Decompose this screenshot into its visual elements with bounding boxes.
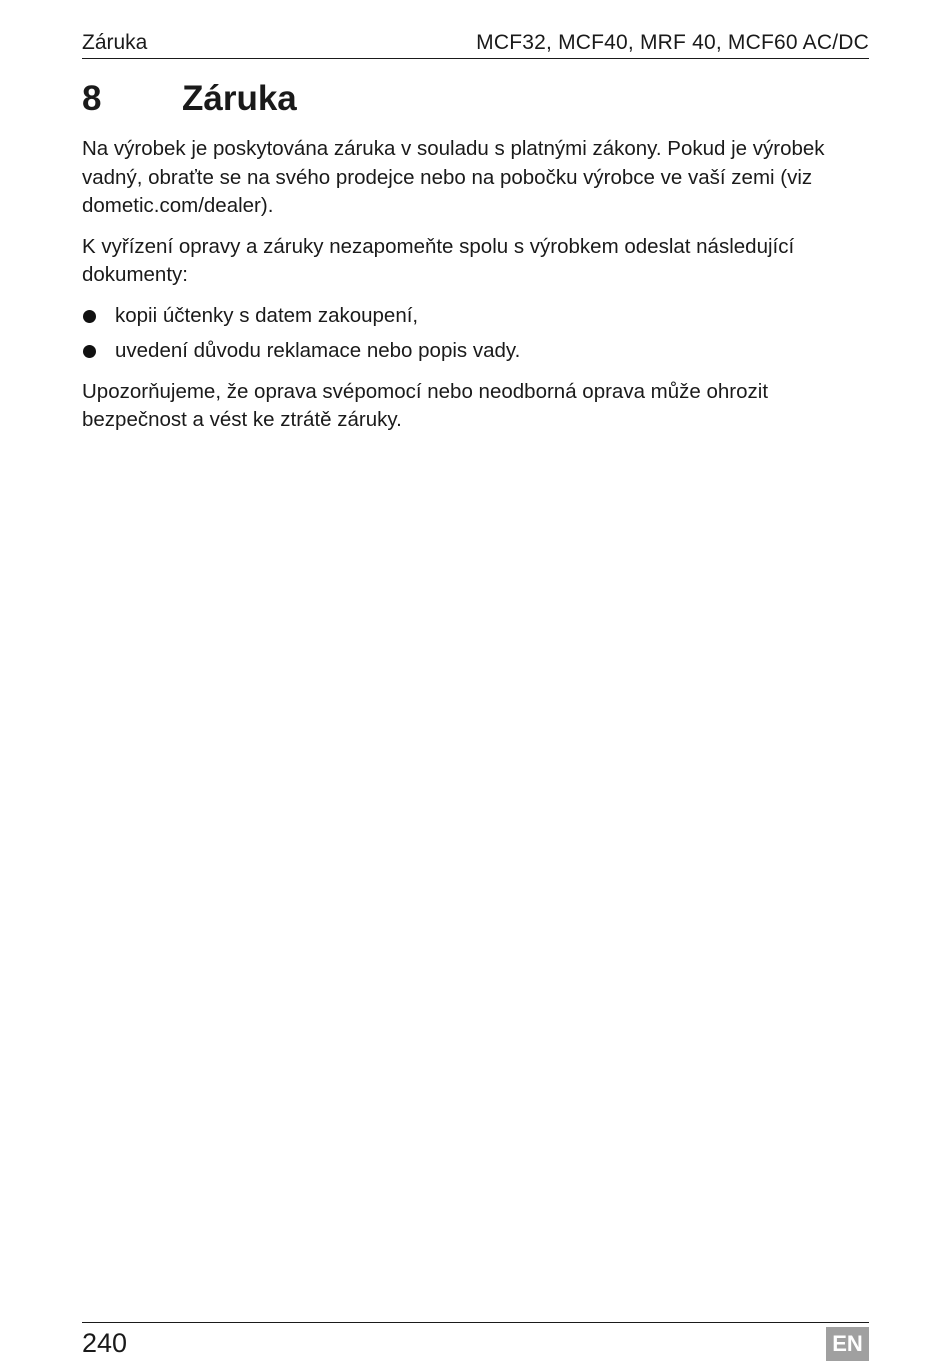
- documents-list: [82, 302, 872, 366]
- chapter-number: 8: [82, 79, 102, 118]
- body-content: [82, 135, 872, 447]
- page-number: 240: [82, 1328, 128, 1358]
- language-badge: EN: [826, 1327, 869, 1361]
- paragraph-warranty-intro: Na výrobek je poskytována záruka v souladu s platnými zákony. Pokud je výrobek vadný, obraťte se na svého prodejce nebo na pobočku výrobce ve vaší zemi (viz dometic.com/dealer).: [82, 137, 825, 217]
- paragraph-repair-warning: Upozorňujeme, že oprava svépomocí nebo neodborná oprava může ohrozit bezpečnost a vést ke ztrátě záruky.: [82, 379, 769, 431]
- header-section-title: Záruka: [82, 31, 148, 54]
- page-footer: [82, 1322, 869, 1358]
- list-item-text: kopii účtenky s datem zakoupení,: [115, 303, 419, 327]
- bullet-icon: [83, 345, 96, 358]
- running-header: [82, 30, 869, 59]
- bullet-icon: [83, 310, 96, 323]
- list-item-text: uvedení důvodu reklamace nebo popis vady.: [115, 339, 521, 362]
- chapter-title: Záruka: [182, 79, 297, 118]
- list-item: [82, 337, 872, 366]
- header-model-list: MCF32, MCF40, MRF 40, MCF60 AC/DC: [476, 31, 869, 54]
- list-item: [82, 302, 872, 331]
- paragraph-documents-intro: K vyřízení opravy a záruky nezapomeňte spolu s výrobkem odeslat následující dokumenty:: [82, 234, 795, 286]
